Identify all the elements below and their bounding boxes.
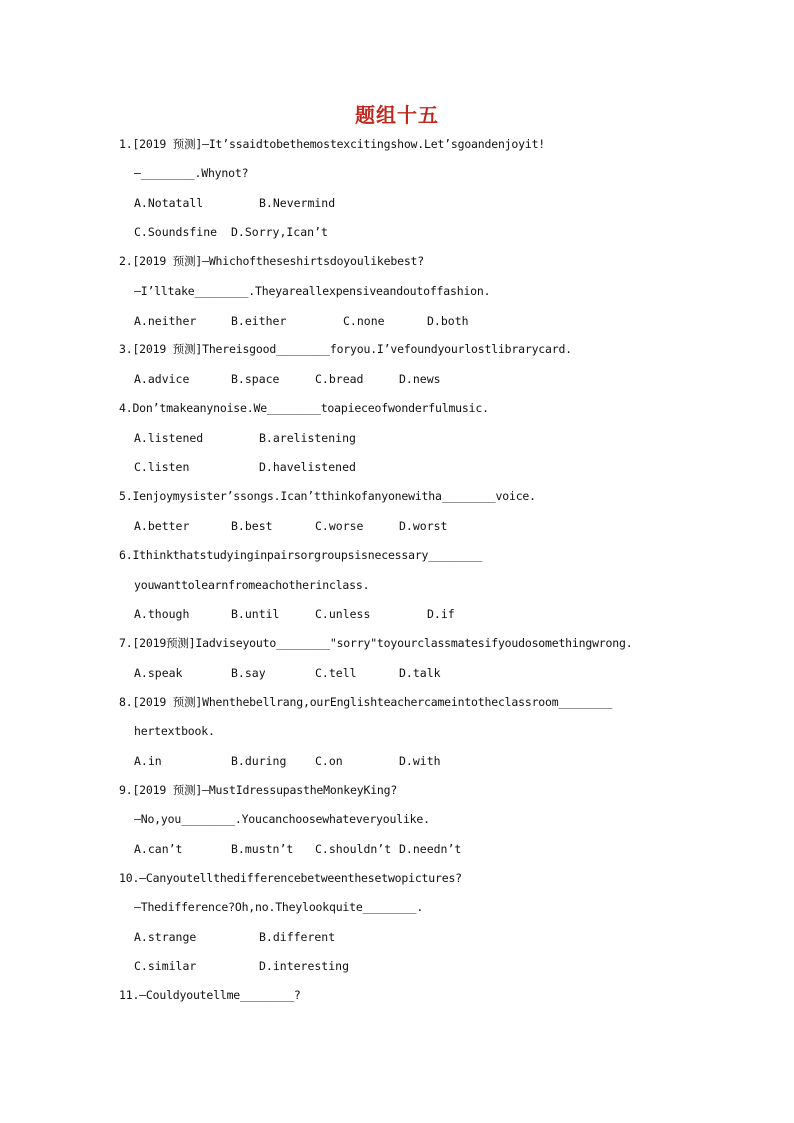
option-a: A.speak <box>134 666 183 680</box>
option-a: A.listened <box>134 431 204 445</box>
question-6-stem-line-2: youwanttolearnfromeachotherinclass. <box>134 578 370 592</box>
option-b: B.space <box>231 372 280 386</box>
option-c: C.listen <box>134 460 190 474</box>
option-d: D.Sorry,Ican’t <box>231 225 328 239</box>
option-c: C.Soundsfine <box>134 225 218 239</box>
question-11-stem: 11.—Couldyoutellme________? <box>119 988 301 1002</box>
question-8-stem: 8.[2019 预测]Whenthebellrang,ourEnglishteachercameintotheclassroom________ <box>119 695 613 709</box>
option-a: A.Notatall <box>134 196 204 210</box>
question-4-stem: 4.Don’tmakeanynoise.We________toapieceofwonderfulmusic. <box>119 401 489 415</box>
question-5-stem: 5.Ienjoymysister’ssongs.Ican’tthinkofanyonewitha________voice. <box>119 489 536 503</box>
question-8-stem-line-2: hertextbook. <box>134 724 215 738</box>
option-a: A.better <box>134 519 190 533</box>
option-b: B.either <box>231 314 287 328</box>
option-b: B.Nevermind <box>259 196 336 210</box>
question-2-stem: 2.[2019 预测]—Whichoftheseshirtsdoyoulikebest? <box>119 254 424 268</box>
option-d: D.needn’t <box>399 842 462 856</box>
option-b: B.mustn’t <box>231 842 294 856</box>
option-d: D.news <box>399 372 441 386</box>
option-d: D.with <box>399 754 441 768</box>
option-a: A.can’t <box>134 842 183 856</box>
option-b: B.arelistening <box>259 431 356 445</box>
question-7-stem: 7.[2019预测]Iadviseyouto________"sorry"toyourclassmatesifyoudosomethingwrong. <box>119 636 633 650</box>
option-a: A.advice <box>134 372 190 386</box>
option-c: C.bread <box>315 372 364 386</box>
option-a: A.strange <box>134 930 197 944</box>
option-c: C.none <box>343 314 385 328</box>
option-a: A.neither <box>134 314 197 328</box>
option-d: D.interesting <box>259 959 350 973</box>
question-9-stem: 9.[2019 预测]—MustIdressupastheMonkeyKing? <box>119 783 398 797</box>
option-c: C.shouldn’t <box>315 842 392 856</box>
option-d: D.worst <box>399 519 448 533</box>
question-6-stem: 6.Ithinkthatstudyinginpairsorgroupsisnecessary________ <box>119 548 483 562</box>
option-c: C.tell <box>315 666 357 680</box>
option-c: C.similar <box>134 959 197 973</box>
question-1-stem-line-2: —________.Whynot? <box>134 166 249 180</box>
option-b: B.until <box>231 607 280 621</box>
option-c: C.on <box>315 754 343 768</box>
question-1-stem: 1.[2019 预测]—It’ssaidtobethemostexcitingshow.Let’sgoandenjoyit! <box>119 137 546 151</box>
option-b: B.say <box>231 666 266 680</box>
question-10-stem-line-2: —Thedifference?Oh,no.Theylookquite________. <box>134 900 424 914</box>
option-b: B.different <box>259 930 336 944</box>
question-3-stem: 3.[2019 预测]Thereisgood________foryou.I’vefoundyourlostlibrarycard. <box>119 342 572 356</box>
question-9-stem-line-2: —No,you________.Youcanchoosewhateveryoulike. <box>134 812 430 826</box>
option-b: B.during <box>231 754 287 768</box>
option-d: D.talk <box>399 666 441 680</box>
option-a: A.though <box>134 607 190 621</box>
option-b: B.best <box>231 519 273 533</box>
option-c: C.unless <box>315 607 371 621</box>
question-10-stem: 10.—Canyoutellthedifferencebetweenthesetwopictures? <box>119 871 462 885</box>
question-2-stem-line-2: —I’lltake________.Theyareallexpensiveandoutoffashion. <box>134 284 491 298</box>
page-title: 题组十五 <box>355 103 439 127</box>
option-d: D.if <box>427 607 455 621</box>
option-d: D.havelistened <box>259 460 356 474</box>
option-d: D.both <box>427 314 469 328</box>
option-a: A.in <box>134 754 162 768</box>
option-c: C.worse <box>315 519 364 533</box>
